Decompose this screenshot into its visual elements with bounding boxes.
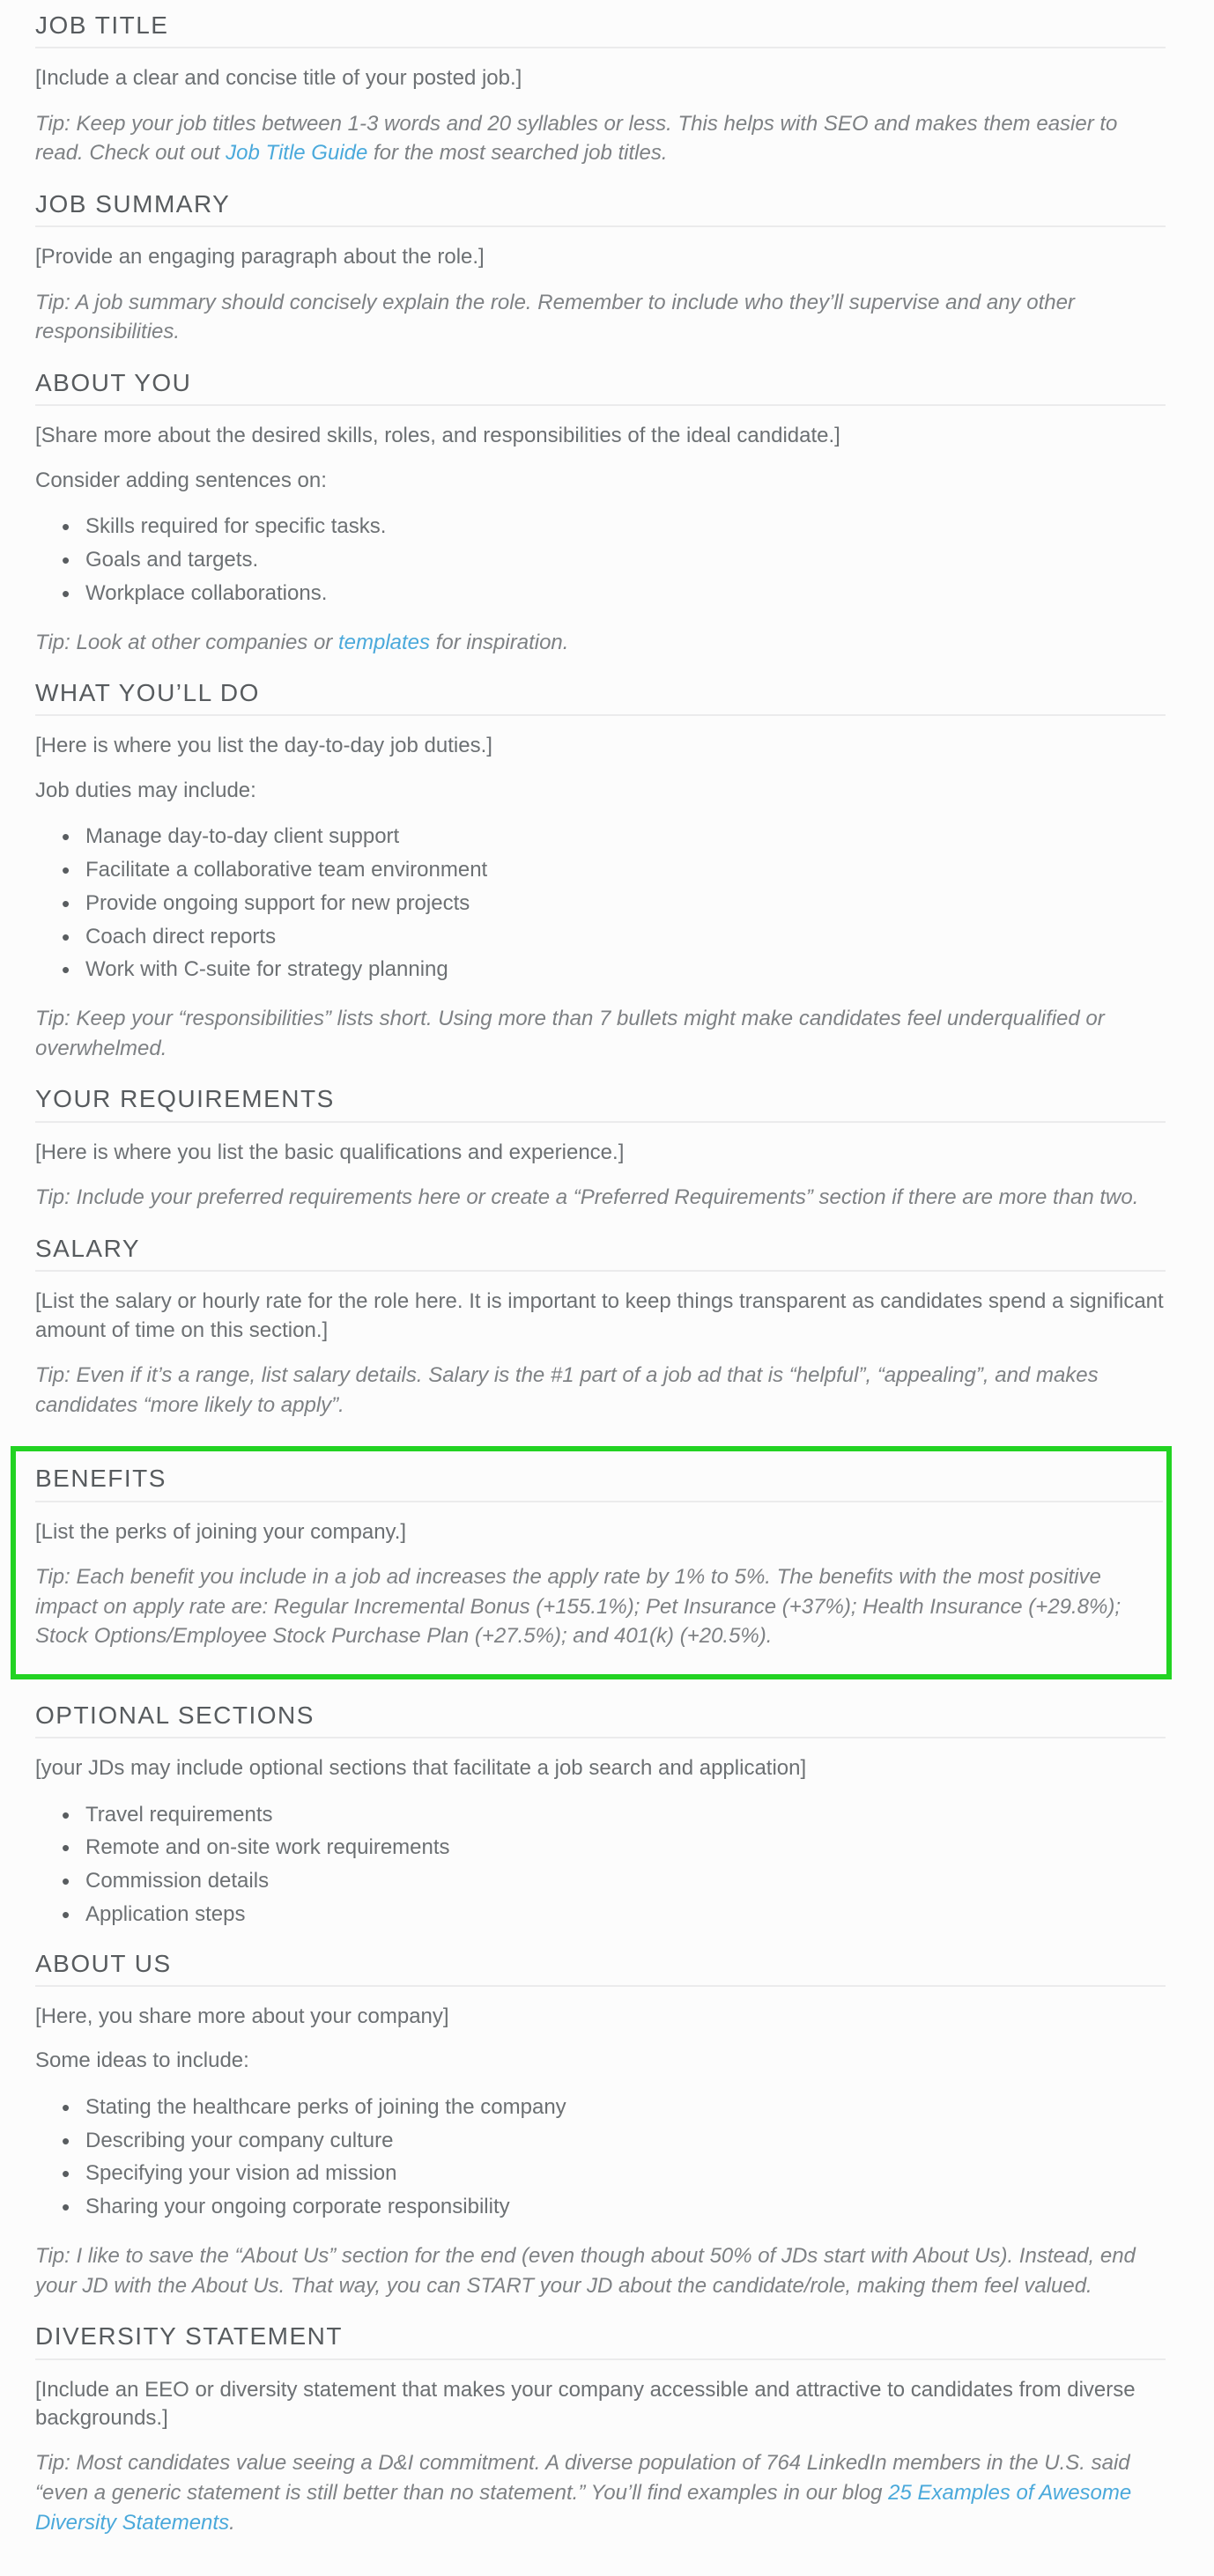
text-segment: [Here is where you list the day-to-day job duties.]: [35, 734, 492, 758]
placeholder-text: [35, 1754, 1166, 1783]
section-salary: [35, 1236, 1166, 1420]
placeholder-text: [35, 1288, 1166, 1345]
text-segment: Tip: Keep your “responsibilities” lists short. Using more than 7 bullets might make candidates feel underqualified or overwhelmed.: [35, 1007, 1105, 1060]
text-segment: Tip: Look at other companies or: [35, 630, 338, 654]
text-segment: [Here is where you list the basic qualifications and experience.]: [35, 1140, 625, 1164]
bullet-item: • Travel requirements: [85, 1803, 1166, 1828]
text-segment: [List the salary or hourly rate for the role here. It is important to keep things transparent as candidates spend a significant amount of time on this section.]: [35, 1289, 1164, 1342]
text-segment: Tip: I like to save the “About Us” section for the end (even though about 50% of JDs start with About Us). Instead, end your JD with the About Us. That way, you can START your JD about the candidate/role, making them feel valued.: [35, 2244, 1136, 2298]
section-about-you: [35, 370, 1166, 657]
section-optional-sections: [35, 1702, 1166, 1928]
section-heading-benefits: BENEFITS: [35, 1465, 1163, 1502]
section-heading-what-youll-do: WHAT YOU’LL DO: [35, 680, 1166, 716]
text-segment: Tip: Keep your job titles between 1-3 words and 20 syllables or less. This helps with SEO and makes them easier to read. Check out out: [35, 111, 1118, 166]
tip-text: [35, 1361, 1166, 1420]
bullet-item: • Goals and targets.: [85, 548, 1166, 573]
tip-text: [35, 1183, 1166, 1213]
bullet-item: • Stating the healthcare perks of joining the company: [85, 2095, 1166, 2121]
body-text: [35, 777, 1166, 805]
text-segment: [Share more about the desired skills, roles, and responsibilities of the ideal candidate.]: [35, 424, 840, 448]
placeholder-text: [35, 2376, 1166, 2433]
bullet-item: • Work with C-suite for strategy planning: [85, 957, 1166, 983]
bullet-item: • Describing your company culture: [85, 2129, 1166, 2154]
text-segment: [Include an EEO or diversity statement that makes your company accessible and attractive to candidates from diverse backgrounds.]: [35, 2377, 1136, 2431]
bullet-item: • Skills required for specific tasks.: [85, 514, 1166, 540]
bullet-list: [35, 1803, 1166, 1928]
section-heading-job-summary: JOB SUMMARY: [35, 191, 1166, 227]
placeholder-text: [35, 422, 1166, 450]
text-segment: [List the perks of joining your company.]: [35, 1519, 407, 1544]
bullet-item: • Sharing your ongoing corporate responsibility: [85, 2195, 1166, 2220]
section-heading-about-you: ABOUT YOU: [35, 370, 1166, 406]
text-segment: Consider adding sentences on:: [35, 468, 327, 492]
placeholder-text: [35, 243, 1166, 271]
placeholder-text: [35, 732, 1166, 760]
section-heading-job-title: JOB TITLE: [35, 12, 1166, 48]
bullet-item: • Facilitate a collaborative team environment: [85, 858, 1166, 883]
section-heading-about-us: ABOUT US: [35, 1951, 1166, 1987]
section-what-youll-do: [35, 680, 1166, 1063]
section-heading-your-requirements: YOUR REQUIREMENTS: [35, 1086, 1166, 1122]
text-segment: Tip: Even if it’s a range, list salary details. Salary is the #1 part of a job ad that is “helpful”, “appealing”, and makes candidates “more likely to apply”.: [35, 1362, 1099, 1417]
tip-text: [35, 288, 1166, 347]
text-segment: Tip: Include your preferred requirements here or create a “Preferred Requirements” section if there are more than two.: [35, 1185, 1139, 1210]
tip-text: [35, 1004, 1166, 1063]
tip-text: [35, 2448, 1166, 2537]
bullet-item: • Coach direct reports: [85, 925, 1166, 950]
placeholder-text: [35, 64, 1166, 92]
tip-text: [35, 109, 1166, 168]
bullet-item: • Remote and on-site work requirements: [85, 1835, 1166, 1861]
placeholder-text: [35, 1518, 1163, 1546]
text-segment: Tip: A job summary should concisely explain the role. Remember to include who they’ll supervise and any other responsibilities.: [35, 290, 1075, 344]
section-heading-diversity-statement: DIVERSITY STATEMENT: [35, 2323, 1166, 2359]
bullet-item: • Provide ongoing support for new projects: [85, 891, 1166, 917]
tip-text: [35, 1562, 1163, 1651]
text-segment: Tip: Most candidates value seeing a D&I commitment. A diverse population of 764 LinkedIn members in the U.S. said “even a generic statement is still better than no statement.” You’ll find examples in our blog: [35, 2451, 1130, 2506]
bullet-item: • Specifying your vision ad mission: [85, 2161, 1166, 2187]
section-benefits-highlighted: [11, 1446, 1172, 1679]
bullet-list: [35, 514, 1166, 606]
text-segment: for the most searched job titles.: [367, 141, 668, 166]
section-job-title: [35, 12, 1166, 168]
job-title-guide-link[interactable]: Job Title Guide: [226, 141, 368, 166]
placeholder-text: [35, 2003, 1166, 2031]
text-segment: Tip: Each benefit you include in a job ad increases the apply rate by 1% to 5%. The benefits with the most positive impact on apply rate are: Regular Incremental Bonus (+155.1%); Pet Insurance (+37%); Health Insurance (+29.8%); Stock Options/Employee Stock Purchase Plan (+27.5%); and 401(k) (+20.5%).: [35, 1564, 1121, 1649]
diversity-statements-blog-link[interactable]: 25 Examples of Awesome Diversity Statements: [35, 2481, 1132, 2535]
tip-text: [35, 628, 1166, 658]
bullet-item: • Manage day-to-day client support: [85, 824, 1166, 850]
section-heading-optional-sections: OPTIONAL SECTIONS: [35, 1702, 1166, 1738]
section-your-requirements: [35, 1086, 1166, 1212]
bullet-list: [35, 824, 1166, 983]
bullet-item: • Application steps: [85, 1902, 1166, 1928]
placeholder-text: [35, 1139, 1166, 1167]
templates-link[interactable]: templates: [337, 630, 431, 654]
bullet-list: [35, 2095, 1166, 2220]
text-segment: Job duties may include:: [35, 778, 256, 802]
text-segment: Some ideas to include:: [35, 2048, 249, 2073]
text-segment: [Here, you share more about your company]: [35, 2004, 449, 2029]
text-segment: [Provide an engaging paragraph about the role.]: [35, 245, 485, 269]
section-heading-salary: SALARY: [35, 1236, 1166, 1272]
body-text: [35, 467, 1166, 495]
tip-text: [35, 2241, 1166, 2300]
text-segment: .: [229, 2510, 235, 2535]
bullet-item: • Workplace collaborations.: [85, 581, 1166, 607]
text-segment: [your JDs may include optional sections that facilitate a job search and application]: [35, 1756, 807, 1781]
bullet-item: • Commission details: [85, 1869, 1166, 1894]
text-segment: [Include a clear and concise title of your posted job.]: [35, 66, 522, 91]
section-job-summary: [35, 191, 1166, 347]
section-diversity-statement: [35, 2323, 1166, 2537]
section-about-us: [35, 1951, 1166, 2301]
body-text: [35, 2047, 1166, 2075]
text-segment: for inspiration.: [430, 630, 569, 654]
